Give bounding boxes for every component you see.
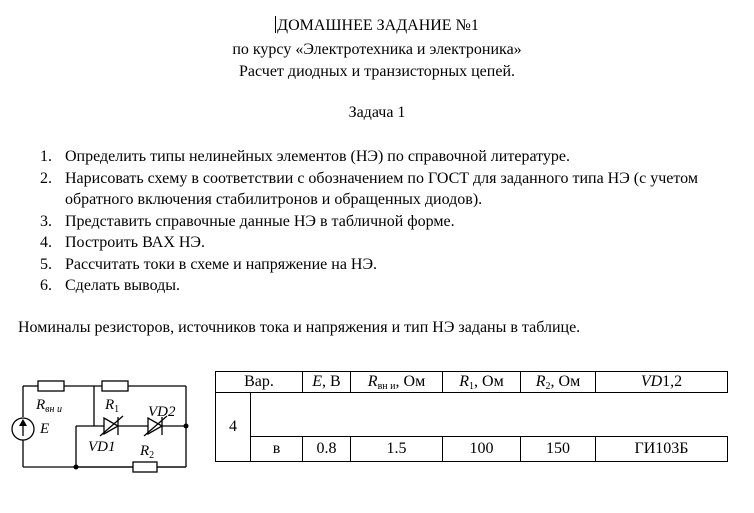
list-item: 1. Определить типы нелинейных элементов (НЭ) по справочной литературе.	[40, 148, 571, 165]
cell-r1: 100	[443, 437, 521, 462]
header-r1: $R_1$, Ом	[443, 372, 521, 393]
resistor-rint-icon	[38, 381, 64, 391]
list-item: 3. Представить справочные данные НЭ в табличной форме.	[40, 212, 455, 230]
cell-vd: ГИ103Б	[596, 437, 728, 462]
table-row	[216, 437, 728, 462]
junction-node	[74, 465, 79, 470]
label-vd2: VD2	[148, 404, 176, 420]
cell-r2: 150	[521, 437, 596, 462]
course-line: по курсу «Электротехника и электроника»	[232, 41, 522, 58]
list-item: 6. Сделать выводы.	[40, 277, 181, 294]
variant-table	[215, 371, 728, 462]
label-r2: $R_2$	[140, 443, 155, 461]
cell-letter: в	[251, 437, 303, 462]
circuit-diagram	[8, 372, 198, 474]
label-e: E	[40, 421, 50, 437]
label-vd1: VD1	[88, 439, 116, 455]
cell-rint: 1.5	[351, 437, 443, 462]
junction-node	[184, 424, 189, 429]
table-header-row	[216, 372, 728, 393]
empty-cell	[251, 393, 728, 437]
label-r1: $R_1$	[105, 397, 120, 415]
subtitle: Расчет диодных и транзисторных цепей.	[239, 63, 515, 80]
title: ДОМАШНЕЕ ЗАДАНИЕ №1	[277, 17, 479, 34]
header-r2: $R_2$, Ом	[521, 372, 596, 393]
list-item: 4. Построить ВАХ НЭ.	[40, 234, 205, 251]
task-heading: Задача 1	[348, 104, 406, 121]
header-rint: $R_{вн и}$, Ом	[351, 372, 443, 393]
variant-number: 4	[216, 393, 251, 462]
resistor-r2-icon	[133, 462, 157, 472]
resistor-r1-icon	[102, 381, 128, 391]
label-rint: $R_{вн и}$	[36, 397, 62, 415]
cell-e: 0.8	[303, 437, 351, 462]
list-item: 2. Нарисовать схему в соответствии с обозначением по ГОСТ для заданного типа НЭ (с учетом обратного включения стабилитронов и обращенных диодов).	[40, 169, 698, 208]
header-e: E, В	[303, 372, 351, 393]
text-cursor	[275, 16, 276, 33]
task-list	[0, 146, 705, 297]
table-row-empty	[216, 393, 728, 437]
header-var: Вар.	[216, 372, 303, 393]
table-note: Номиналы резисторов, источников тока и напряжения и тип НЭ заданы в таблице.	[18, 319, 581, 336]
header-vd: VD1,2	[596, 372, 728, 393]
list-item: 5. Рассчитать токи в схеме и напряжение на НЭ.	[40, 255, 378, 273]
